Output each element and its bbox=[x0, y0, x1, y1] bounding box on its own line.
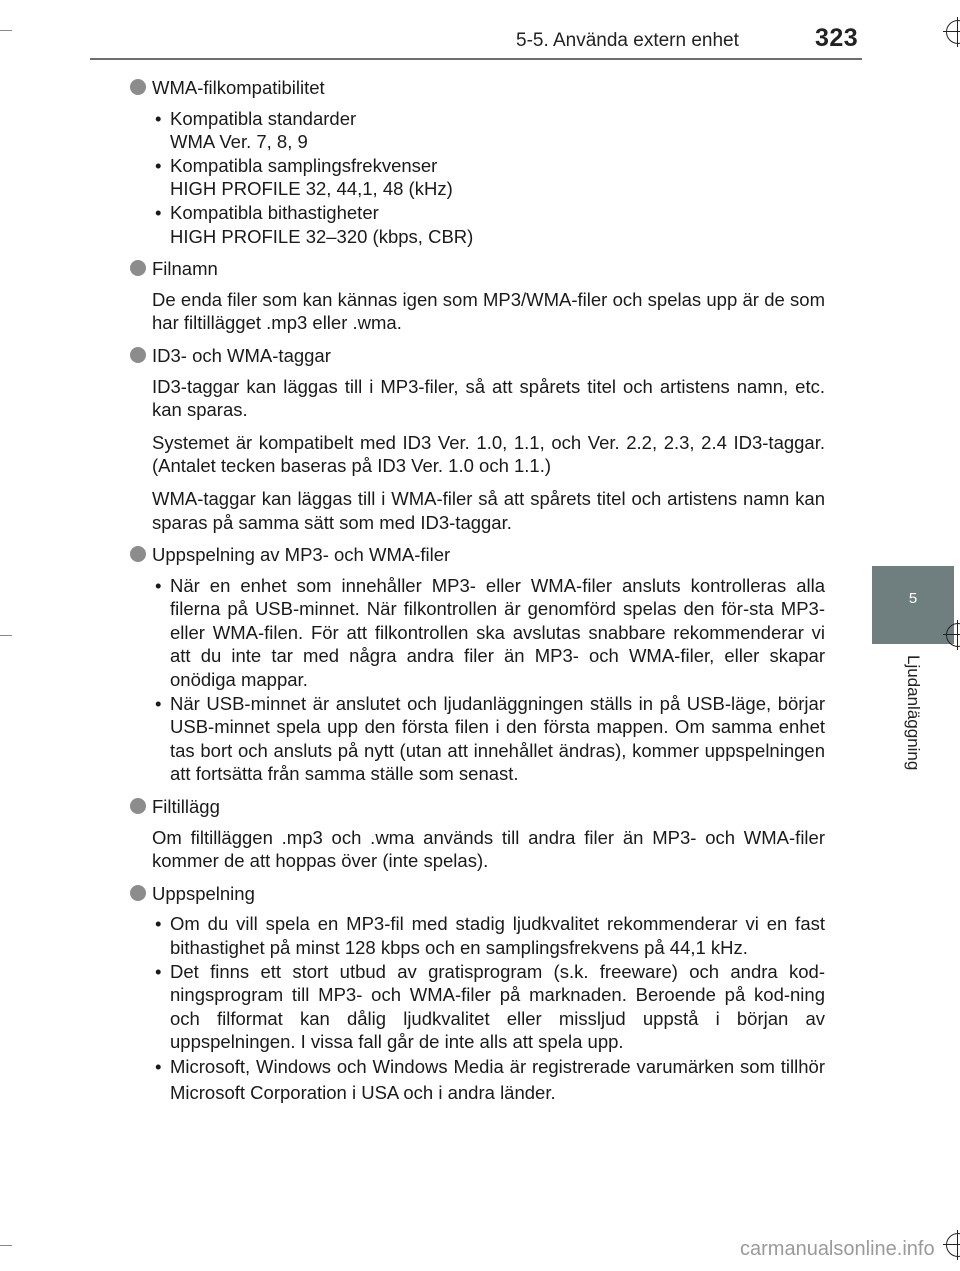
paragraph: De enda filer som kan kännas igen som MP3/WMA-filer och spelas upp är de som har filtillägget .mp3 eller .wma. bbox=[152, 288, 825, 334]
list-item: • Om du vill spela en MP3-fil med stadig ljudkvalitet rekommenderar vi en fast bithastighet på minst 128 kbps och en samplingsfrekvens på 44,1 kHz. bbox=[155, 913, 825, 958]
bullet-dot-icon bbox=[130, 798, 146, 814]
header-divider bbox=[90, 58, 862, 60]
bullet-dot-icon bbox=[130, 260, 146, 276]
list-item: • När USB-minnet är anslutet och ljudanläggningen ställs in på USB-läge, börjar USB-minnet spela upp den första filen i den första mappen. Om samma enhet tas bort och ansluts på nytt (utan att innehållet ändras), kommer uppspelningen att fortsätta från samma ställe som senast. bbox=[155, 692, 825, 785]
section-file-extensions bbox=[128, 795, 825, 873]
paragraph: Systemet är kompatibelt med ID3 Ver. 1.0, 1.1, och Ver. 2.2, 2.3, 2.4 ID3-taggar. (Antalet tecken baseras på ID3 Ver. 1.0 och 1.1.) bbox=[152, 431, 825, 477]
section-header: 5-5. Använda extern enhet bbox=[516, 30, 739, 51]
crop-mark bbox=[0, 1245, 12, 1246]
registration-mark-icon bbox=[943, 620, 960, 650]
chapter-label: Ljudanläggning bbox=[904, 655, 923, 771]
section-heading: Filtillägg bbox=[128, 795, 825, 819]
paragraph: ID3-taggar kan läggas till i MP3-filer, så att spårets titel och artistens namn, etc. kan sparas. bbox=[152, 375, 825, 421]
list-item: • Kompatibla standarder WMA Ver. 7, 8, 9 bbox=[155, 107, 357, 153]
section-heading: Uppspelning av MP3- och WMA-filer bbox=[128, 543, 825, 567]
paragraph: WMA-taggar kan läggas till i WMA-filer så att spårets titel och artistens namn kan sparas på samma sätt som med ID3-taggar. bbox=[152, 487, 825, 533]
list-item: • Microsoft, Windows och Windows Media är registrerade varumärken som tillhör Microsoft Corporation i USA och i andra länder. bbox=[155, 1055, 825, 1103]
paragraph: Om filtilläggen .mp3 och .wma används till andra filer än MP3- och WMA-filer kommer de att hoppas över (inte spelas). bbox=[152, 826, 825, 872]
chapter-number: 5 bbox=[908, 590, 918, 607]
crop-mark bbox=[0, 30, 12, 31]
bullet-dot-icon bbox=[130, 885, 146, 901]
section-heading: WMA-filkompatibilitet bbox=[128, 76, 825, 100]
list-item: • Kompatibla samplingsfrekvenser HIGH PROFILE 32, 44,1, 48 (kHz) bbox=[155, 154, 453, 200]
section-wma-compatibility bbox=[128, 76, 825, 248]
bullet-dot-icon bbox=[130, 347, 146, 363]
section-id3-wma-tags bbox=[128, 344, 825, 534]
section-heading: ID3- och WMA-taggar bbox=[128, 344, 825, 368]
section-filenames bbox=[128, 257, 825, 335]
section-playback bbox=[128, 882, 825, 1106]
section-heading: Filnamn bbox=[128, 257, 825, 281]
chapter-tab bbox=[872, 566, 954, 644]
registration-mark-icon bbox=[943, 17, 960, 47]
bullet-dot-icon bbox=[130, 546, 146, 562]
crop-mark bbox=[0, 635, 12, 636]
section-heading: Uppspelning bbox=[128, 882, 825, 906]
section-playback-mp3-wma bbox=[128, 543, 825, 786]
bullet-list bbox=[128, 912, 825, 1106]
list-item: • Det finns ett stort utbud av gratisprogram (s.k. freeware) och andra kod-ningsprogram till MP3- och WMA-filer på marknaden. Beroende på kod-ning och filformat kan dålig ljudkvalitet eller missljud uppstå i början av uppspelningen. I vissa fall går de inte alls att spela upp. bbox=[155, 960, 825, 1053]
list-item: • När en enhet som innehåller MP3- eller WMA-filer ansluts kontrolleras alla filerna på USB-minnet. När filkontrollen är genomförd spelas den för-sta MP3- eller WMA-filen. För att filkontrollen ska avslutas snabbare rekommenderar vi att du inte tar med några andra filer än MP3- och WMA-filer, eller skapar onödiga mappar. bbox=[155, 574, 825, 691]
registration-mark-icon bbox=[943, 1230, 960, 1260]
page-number: 323 bbox=[815, 24, 859, 52]
list-item: • Kompatibla bithastigheter HIGH PROFILE 32–320 (kbps, CBR) bbox=[155, 201, 474, 247]
bullet-dot-icon bbox=[130, 79, 146, 95]
watermark: carmanualsonline.info bbox=[740, 1238, 935, 1260]
bullet-list bbox=[128, 107, 825, 249]
bullet-list bbox=[128, 574, 825, 786]
page-content bbox=[128, 76, 825, 1115]
